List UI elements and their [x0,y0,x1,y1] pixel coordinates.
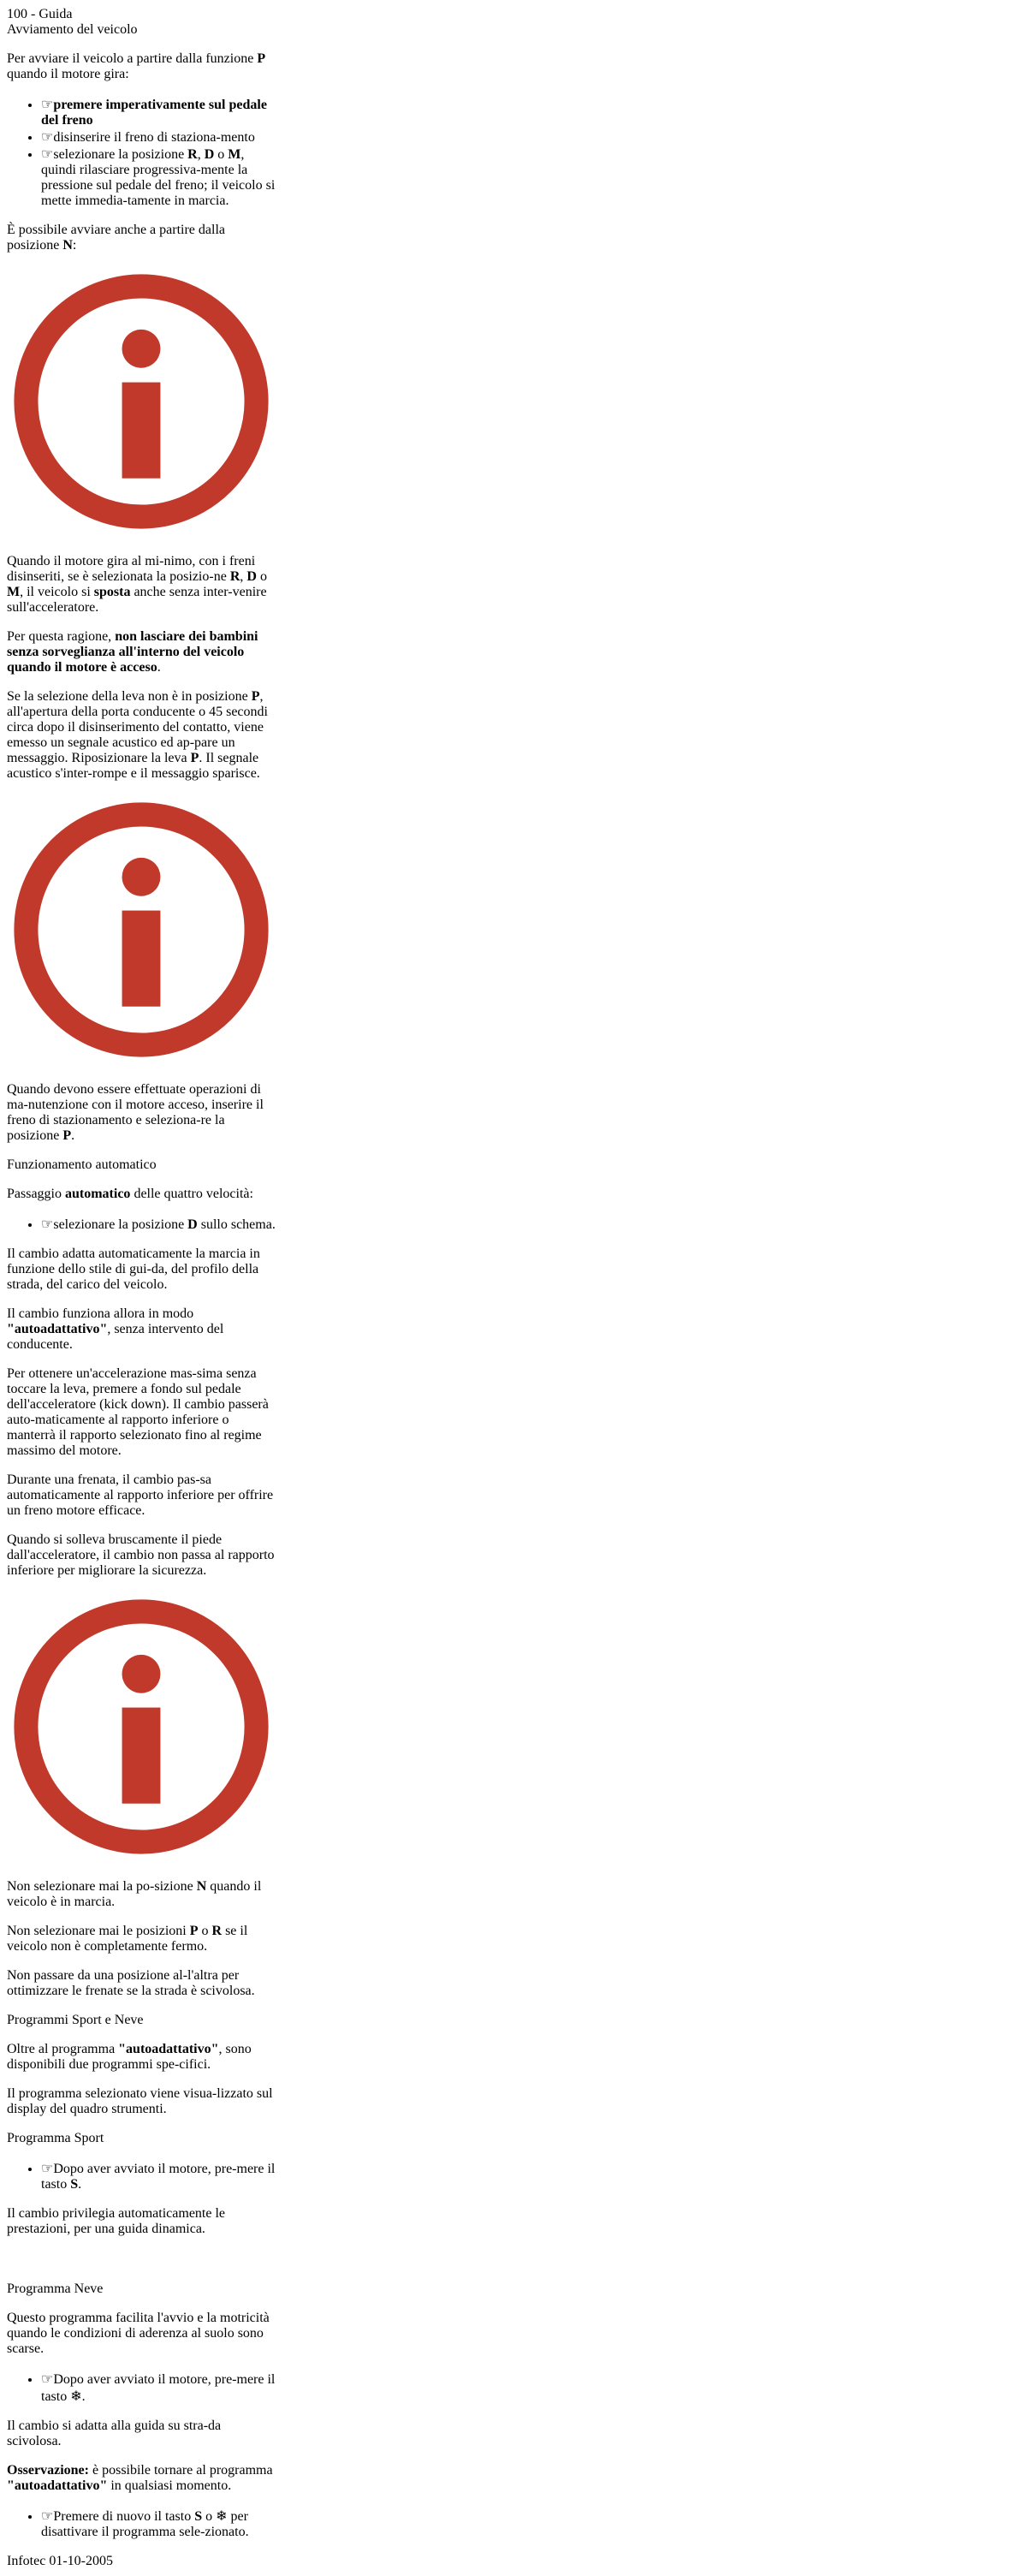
paragraph: È possibile avviare anche a partire dalla posizione N: [7,223,225,253]
pointing-hand-icon: ☞ [41,2162,54,2176]
list-item: • ☞Dopo aver avviato il motore, pre-mere il tasto S. [41,2160,276,2192]
column-1 [7,22,276,782]
paragraph: Il cambio privilegia automaticamente le prestazioni, per una guida dinamica. [7,2206,226,2236]
info-icon [7,795,276,1064]
bullet-list [7,2160,276,2192]
column-3 [7,1592,276,2540]
footer [7,2554,1020,2569]
paragraph: Per questa ragione, non lasciare dei bambini senza sorveglianza all'interno del veicolo quando il motore è acceso. [7,629,258,675]
paragraph: Oltre al programma "autoadattativo", sono disponibili due programmi spe-cifici. [7,2042,252,2072]
page-number: 100 [7,7,27,21]
pointing-hand-icon: ☞ [41,130,54,145]
list-item: • ☞selezionare la posizione R, D o M, quindi rilasciare progressiva-mente la pressione sul pedale del freno; il veicolo si mette immedia-tamente in marcia. [41,146,276,209]
page-header [7,7,1020,22]
bullet-list [7,2508,276,2540]
infotec-logo: Infotec [7,2554,46,2568]
info-box [7,1592,276,1954]
paragraph: Passaggio automatico delle quattro velocità: [7,1187,253,1201]
info-text: Non selezionare mai la po-sizione N quando il veicolo è in marcia. [7,1879,262,1909]
info-text: Quando devono essere effettuate operazioni di ma-nutenzione con il motore acceso, inserire il freno di stazionamento e seleziona-re la posizione P. [7,1082,264,1143]
list-item: • ☞premere imperativamente sul pedale del freno [41,96,276,128]
footer-date: 01-10-2005 [49,2554,113,2568]
pointing-hand-icon: ☞ [41,147,54,162]
snowflake-icon: ❄ [216,2509,228,2524]
info-box [7,795,276,1144]
list-item: • ☞selezionare la posizione D sullo schema. [41,1216,276,1233]
paragraph: Questo programma facilita l'avvio e la motricità quando le condizioni di aderenza al suolo sono scarse. [7,2311,270,2356]
info-text: Non selezionare mai le posizioni P o R se il veicolo non è completamente fermo. [7,1924,248,1954]
paragraph: Il cambio funziona allora in modo "autoadattativo", senza intervento del conducente. [7,1306,224,1352]
paragraph: Per avviare il veicolo a partire dalla funzione P quando il motore gira: [7,51,266,81]
paragraph: Durante una frenata, il cambio pas-sa automaticamente al rapporto inferiore per offrire un freno motore efficace. [7,1472,274,1518]
paragraph: Quando si solleva bruscamente il piede dall'acceleratore, il cambio non passa al rapporto inferiore per migliorare la sicurezza. [7,1532,275,1578]
section-title-funzionamento: Funzionamento automatico [7,1157,157,1172]
paragraph: Il programma selezionato viene visua-lizzato sul display del quadro strumenti. [7,2086,273,2116]
section-name: Guida [39,7,73,21]
info-icon [7,1592,276,1861]
info-text: Quando il motore gira al mi-nimo, con i freni disinseriti, se è selezionata la posizio-ne R, D o M, il veicolo si sposta anche senza inter-venire sull'acceleratore. [7,554,267,615]
paragraph: Non passare da una posizione al-l'altra per ottimizzare le frenate se la strada è scivolosa. [7,1968,255,1998]
pointing-hand-icon: ☞ [41,98,54,112]
paragraph: Per ottenere un'accelerazione mas-sima senza toccare la leva, premere a fondo sul pedale dell'acceleratore (kick down). Il cambio passerà auto-maticamente al rapporto inferiore o manterrà il rapporto selezionato fino al regime massimo del motore. [7,1366,269,1458]
subtitle-sport: Programma Sport [7,2131,104,2145]
list-item: • ☞disinserire il freno di staziona-mento [41,128,276,146]
paragraph: Il cambio si adatta alla guida su stra-da scivolosa. [7,2418,222,2448]
column-2 [7,795,276,1579]
list-item: • ☞Premere di nuovo il tasto S o ❄ per disattivare il programma sele-zionato. [41,2508,276,2540]
pointing-hand-icon: ☞ [41,2372,54,2387]
snowflake-icon: ❄ [70,2389,82,2404]
bullet-list [7,2371,276,2405]
bullet-list [7,1216,276,1233]
paragraph: Il cambio adatta automaticamente la marcia in funzione dello stile di gui-da, del profilo della strada, del carico del veicolo. [7,1246,260,1292]
header-separator: - [31,7,36,21]
list-item: • ☞Dopo aver avviato il motore, pre-mere il tasto ❄. [41,2371,276,2405]
section-title-programmi: Programmi Sport e Neve [7,2013,144,2027]
pointing-hand-icon: ☞ [41,2509,54,2524]
info-icon [7,267,276,536]
paragraph: Osservazione: è possibile tornare al programma "autoadattativo" in qualsiasi momento. [7,2463,273,2493]
subtitle-neve: Programma Neve [7,2282,104,2296]
section-title-avviamento: Avviamento del veicolo [7,22,138,37]
info-box [7,267,276,616]
paragraph: Se la selezione della leva non è in posizione P, all'apertura della porta conducente o 45 secondi circa dopo il disinserimento del contatto, viene emesso un segnale acustico ed ap-pare un messaggio. Riposizionare la leva P. Il segnale acustico s'inter-rompe e il messaggio sparisce. [7,689,268,781]
pointing-hand-icon: ☞ [41,1217,54,1232]
bullet-list [7,96,276,209]
